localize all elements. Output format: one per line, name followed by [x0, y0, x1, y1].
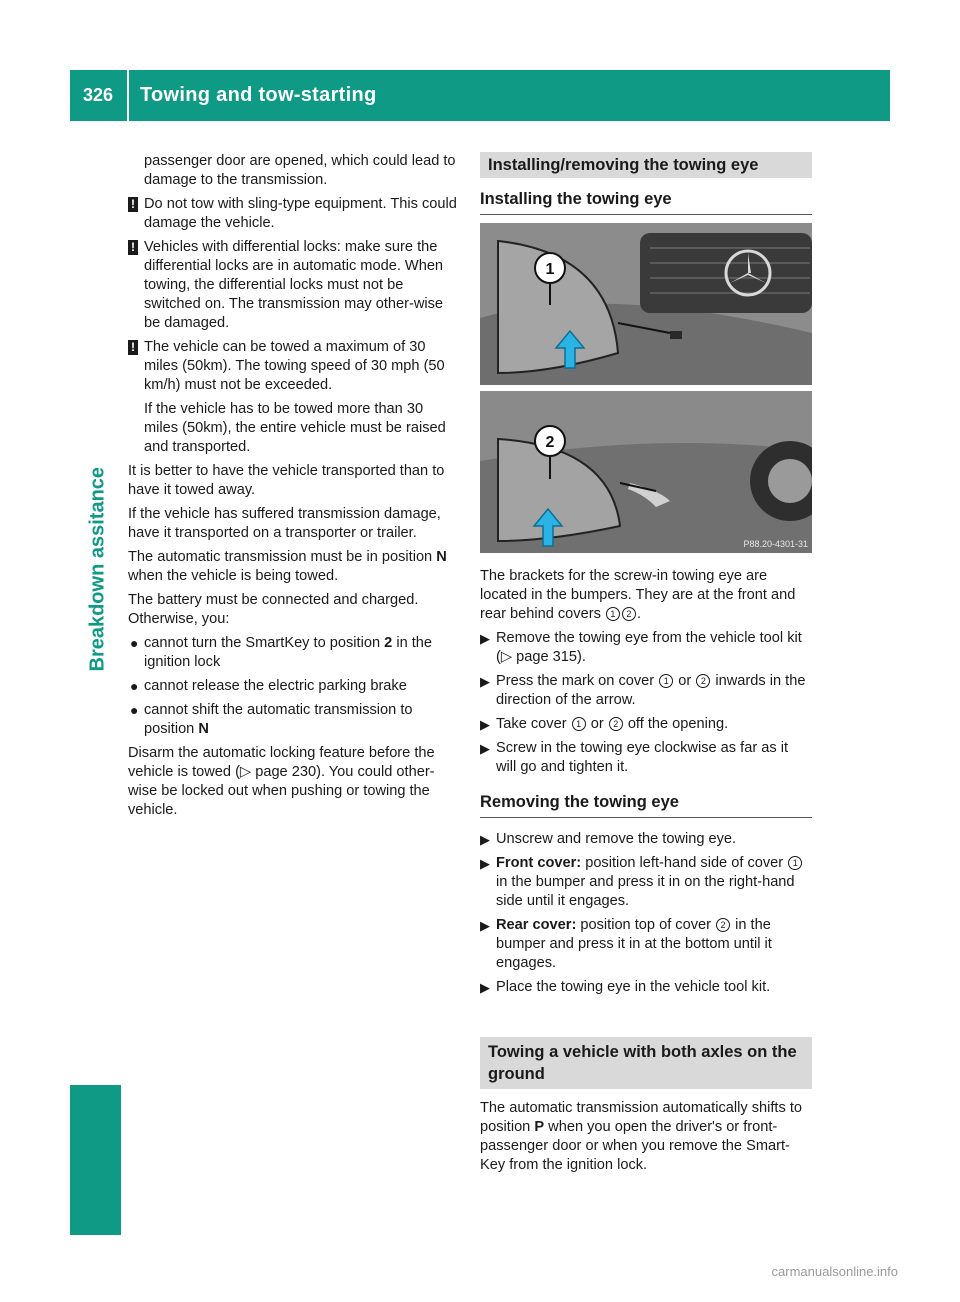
watermark: carmanualsonline.info [771, 1264, 898, 1279]
callout-2-icon: 2 [622, 607, 636, 621]
step-arrow-icon: ▶ [480, 717, 490, 732]
rear-bumper-photo [480, 391, 812, 553]
left-column [128, 152, 460, 825]
step-text: Press the mark on cover [496, 673, 655, 689]
list-item [128, 701, 460, 739]
header-divider [127, 70, 129, 121]
bullet-icon: ● [130, 702, 139, 718]
figure-code: P88.20-4301-31 [743, 539, 808, 549]
step-label: Front cover: [496, 855, 582, 871]
paragraph-text: when you open the driver's or front-passenger door or when you remove the Smart-Key from the ignition lock. [480, 1119, 790, 1173]
list-text: in the ignition lock [144, 635, 433, 670]
warning-icon: ! [128, 197, 138, 212]
step-text: in the bumper and press it in on the right-hand side until it engages. [496, 874, 795, 909]
step-arrow-icon: ▶ [480, 631, 490, 646]
step-text: Screw in the towing eye clockwise as far as it will go and tighten it. [496, 740, 788, 775]
section-heading: Installing/removing the towing eye [480, 152, 812, 178]
instruction-step [480, 739, 812, 777]
instruction-step [480, 916, 812, 973]
warning-text: Do not tow with sling-type equipment. This could damage the vehicle. [144, 196, 457, 231]
paragraph-text: The brackets for the screw-in towing eye are located in the bumpers. They are at the front and rear behind covers [480, 568, 796, 622]
page-header [70, 70, 890, 121]
callout-2-icon: 2 [716, 918, 730, 932]
step-text: off the opening. [627, 716, 729, 732]
step-arrow-icon: ▶ [480, 741, 490, 756]
step-arrow-icon: ▶ [480, 856, 490, 871]
step-text: Unscrew and remove the towing eye. [496, 831, 737, 847]
section-tab-marker [70, 1085, 121, 1235]
gear-position: N [436, 549, 447, 565]
warning-text: If the vehicle has to be towed more than 30 miles (50km), the entire vehicle must be raised and transported. [144, 401, 446, 455]
paragraph: If the vehicle has suffered transmission damage, have it transported on a transporter or trailer. [128, 506, 441, 541]
paragraph: It is better to have the vehicle transported than to have it towed away. [128, 463, 445, 498]
section-heading: Towing a vehicle with both axles on the ground [480, 1037, 812, 1089]
list-item [128, 677, 460, 696]
bullet-icon: ● [130, 635, 139, 651]
step-text: Take cover [496, 716, 567, 732]
callout-2-icon: 2 [696, 674, 710, 688]
key-position: 2 [384, 635, 393, 651]
instruction-step [480, 830, 812, 849]
step-text: Remove the towing eye from the vehicle tool kit (▷ page 315). [496, 630, 802, 665]
step-text: or [678, 673, 692, 689]
callout-2-icon: 2 [609, 717, 623, 731]
instruction-step [480, 629, 812, 667]
paragraph [128, 548, 460, 586]
list-text: cannot turn the SmartKey to position [144, 635, 381, 651]
chapter-title: Towing and tow-starting [140, 84, 377, 106]
section-sidebar-label [86, 466, 110, 672]
step-arrow-icon: ▶ [480, 918, 490, 933]
warning-note [128, 238, 460, 333]
warning-text: The vehicle can be towed a maximum of 30 miles (50km). The towing speed of 30 mph (50 km/h) must not be exceeded. [144, 339, 445, 393]
warning-text: Vehicles with differential locks: make sure the differential locks are in automatic mode. When towing, the differential locks must not be switched on. The transmission may other-wise be damaged. [144, 239, 444, 331]
page-number: 326 [82, 85, 114, 105]
paragraph: The brackets for the screw-in towing eye are located in the bumpers. They are at the front and rear behind covers 1 2 . [480, 568, 796, 622]
instruction-step [480, 854, 812, 911]
instruction-step [480, 715, 812, 734]
subsection-heading: Removing the towing eye [480, 791, 812, 818]
step-arrow-icon: ▶ [480, 832, 490, 847]
warning-note [128, 195, 460, 233]
right-column [480, 152, 812, 1180]
gear-position: P [534, 1119, 545, 1135]
figure-callout-1: 1 [545, 261, 555, 278]
callout-1-icon: 1 [606, 607, 620, 621]
step-text: position left-hand side of cover [585, 855, 784, 871]
callout-1-icon: 1 [572, 717, 586, 731]
towing-eye-figure [480, 223, 812, 553]
instruction-step [480, 672, 812, 710]
paragraph-text: The automatic transmission must be in position [128, 549, 433, 565]
warning-note [128, 338, 460, 457]
warning-icon: ! [128, 340, 138, 355]
subsection-heading: Installing the towing eye [480, 188, 812, 215]
step-arrow-icon: ▶ [480, 980, 490, 995]
step-text: in the bumper and press it in at the bottom until it engages. [496, 917, 772, 971]
bullet-icon: ● [130, 678, 139, 694]
paragraph-text: when the vehicle is being towed. [128, 568, 339, 584]
callout-1-icon: 1 [788, 856, 802, 870]
front-bumper-illustration [480, 223, 812, 385]
warning-icon: ! [128, 240, 138, 255]
rear-bumper-illustration [480, 391, 812, 553]
front-bumper-photo [480, 223, 812, 385]
paragraph-text: The automatic transmission automatically shifts to position [480, 1100, 803, 1135]
step-text: or [590, 716, 604, 732]
instruction-step [480, 978, 812, 997]
step-arrow-icon: ▶ [480, 674, 490, 689]
figure-callout-2: 2 [545, 434, 555, 451]
list-text: cannot release the electric parking brake [144, 678, 407, 694]
paragraph: Disarm the automatic locking feature before the vehicle is towed (▷ page 230). You could other-wise be locked out when pushing or towing the vehicle. [128, 745, 435, 818]
list-text: cannot shift the automatic transmission to position [144, 702, 413, 737]
intro-continuation: passenger door are opened, which could lead to damage to the transmission. [144, 153, 456, 188]
section-sidebar-text: Breakdown assitance [86, 466, 109, 672]
callout-1-icon: 1 [659, 674, 673, 688]
step-label: Rear cover: [496, 917, 577, 933]
gear-position: N [198, 721, 209, 737]
step-text: position top of cover [580, 917, 711, 933]
paragraph [480, 1099, 812, 1175]
step-text: inwards in the direction of the arrow. [496, 673, 806, 708]
list-item [128, 634, 460, 672]
paragraph: The battery must be connected and charged. Otherwise, you: [128, 592, 419, 627]
step-text: Place the towing eye in the vehicle tool kit. [496, 979, 771, 995]
